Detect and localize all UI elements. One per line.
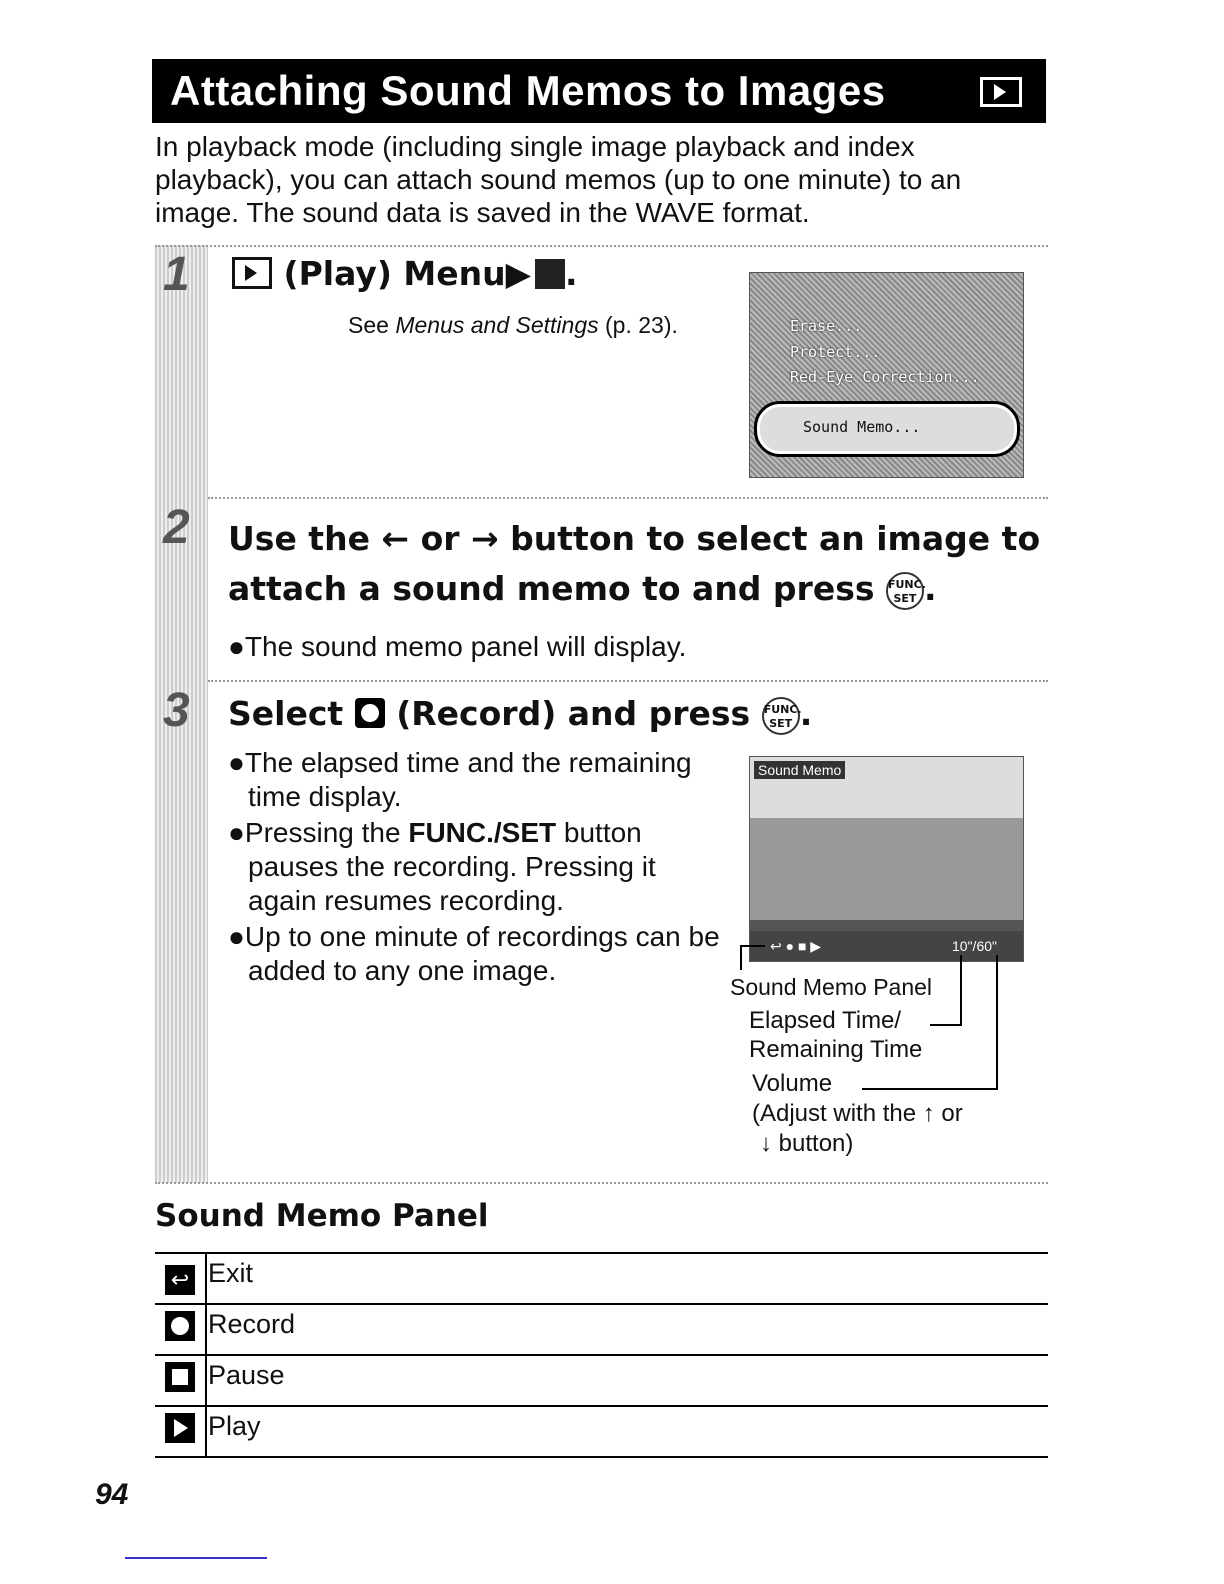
playback-mode-icon — [980, 77, 1022, 107]
step-number: 2 — [163, 501, 190, 554]
menu-item-red-eye: Red-Eye Correction... — [790, 368, 980, 386]
callout-sound-memo-panel: Sound Memo Panel — [730, 974, 933, 1000]
func-set-icon: FUNC. SET — [762, 697, 800, 735]
menu-item-sound-memo-highlight: Sound Memo... — [754, 401, 1020, 457]
arrow-right-icon: ▶ — [505, 254, 532, 293]
divider — [208, 680, 1048, 682]
play-menu-screenshot — [749, 272, 1024, 478]
callout-adjust: ↓ button) — [760, 1130, 854, 1157]
divider — [155, 1182, 1048, 1184]
intro-text: In playback mode (including single image playback and index playback), you can attach sound memos (up to one minute) to an image. The sound data is saved in the WAVE format. — [155, 131, 962, 228]
step-2-heading: Use the ← or → button to select an image to attach a sound memo to and press FUNC. SET . — [228, 519, 1041, 608]
step-2-bullet: ●The sound memo panel will display. — [228, 631, 687, 662]
step-1-heading: (Play) Menu▶ . — [232, 254, 578, 293]
bullet: ●The elapsed time and the remaining time display. — [228, 747, 692, 812]
divider — [208, 497, 1048, 499]
exit-icon: ↩ — [165, 1265, 195, 1295]
sound-memo-panel-table — [155, 1252, 1048, 1458]
menu-item-protect: Protect... — [790, 343, 881, 361]
section-heading: Sound Memo Panel — [155, 1198, 489, 1234]
step-3-bullets — [228, 746, 723, 988]
page-number: 94 — [95, 1478, 129, 1511]
see-reference: See Menus and Settings (p. 23). — [348, 312, 678, 338]
row-label: Play — [206, 1406, 1048, 1457]
callout-adjust: (Adjust with the ↑ or — [752, 1100, 963, 1127]
bullet: ●Pressing the FUNC./SET button pauses the recording. Pressing it again resumes recording. — [228, 817, 656, 916]
step-3-heading: Select (Record) and press FUNC. SET . — [228, 694, 813, 733]
bullet: ●Up to one minute of recordings can be added to any one image. — [228, 921, 720, 986]
row-label: Record — [206, 1304, 1048, 1355]
callout-elapsed-time: Elapsed Time/ — [749, 1007, 902, 1034]
play-icon — [165, 1413, 195, 1443]
func-set-icon: FUNC. SET — [886, 572, 924, 610]
step-number: 3 — [163, 684, 190, 737]
sound-memo-screenshot — [749, 756, 1024, 962]
step-number: 1 — [163, 248, 190, 301]
callout-volume: Volume — [752, 1070, 833, 1097]
table-row — [155, 1355, 1048, 1406]
row-label: Pause — [206, 1355, 1048, 1406]
callout-remaining-time: Remaining Time — [749, 1036, 923, 1063]
record-icon — [165, 1311, 195, 1341]
footer-rule — [125, 1557, 267, 1559]
menu-item-erase: Erase... — [790, 317, 863, 335]
screen-title: Sound Memo — [754, 761, 845, 779]
pause-icon — [165, 1362, 195, 1392]
table-row — [155, 1253, 1048, 1304]
divider — [155, 245, 1048, 247]
page-title-bar — [152, 59, 1046, 123]
table-row — [155, 1304, 1048, 1355]
sound-memo-icon — [535, 259, 565, 289]
page-title: Attaching Sound Memos to Images — [170, 67, 886, 114]
sound-memo-panel-bar: ↩ ● ■ ▶ 10"/60" — [750, 931, 1023, 961]
step-bar — [155, 245, 208, 1183]
play-icon — [232, 257, 272, 289]
row-label: Exit — [206, 1253, 1048, 1304]
table-row — [155, 1406, 1048, 1457]
record-icon — [355, 698, 385, 728]
